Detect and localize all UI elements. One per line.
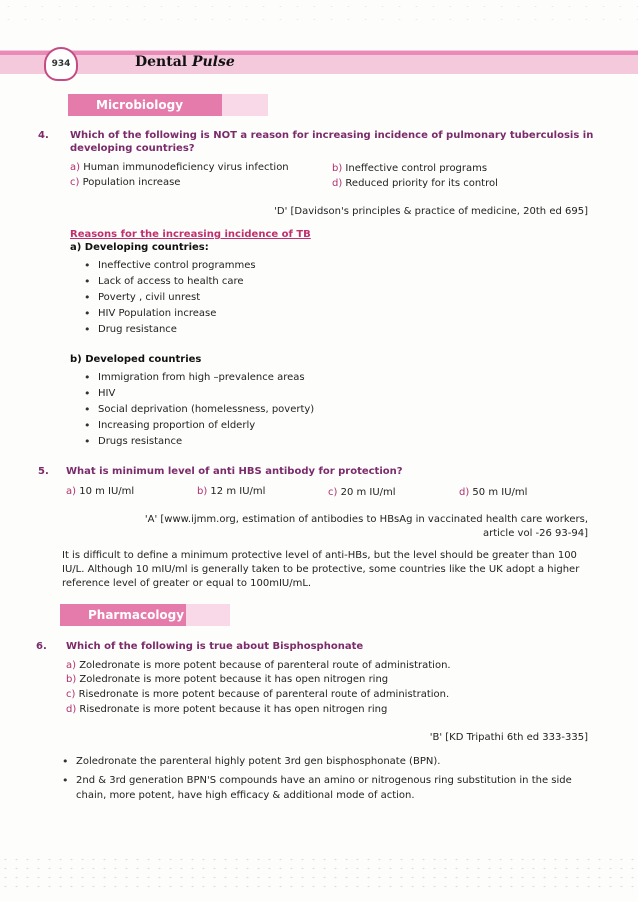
question-number: 4. bbox=[38, 130, 49, 141]
option-b bbox=[66, 674, 388, 685]
answer-reference: 'B' [KD Tripathi 6th ed 333-335] bbox=[429, 732, 588, 743]
option-c bbox=[70, 177, 180, 188]
option-letter: d) bbox=[459, 487, 470, 498]
option-text: Ineffective control programs bbox=[342, 163, 488, 174]
option-letter: b) bbox=[66, 674, 77, 685]
page-number: 934 bbox=[51, 59, 71, 69]
answer-reference: 'D' [Davidson's principles & practice of medicine, 20th ed 695] bbox=[274, 206, 588, 217]
option-letter: c) bbox=[70, 177, 80, 188]
list-item: • Zoledronate the parenteral highly potent 3rd gen bisphosphonate (BPN). bbox=[62, 754, 440, 770]
question-text: What is minimum level of anti HBS antibody for protection? bbox=[66, 466, 403, 477]
option-c bbox=[66, 689, 449, 700]
answer-reference: article vol -26 93-94] bbox=[482, 528, 588, 539]
option-letter: d) bbox=[332, 178, 343, 189]
question-text: developing countries? bbox=[70, 143, 195, 154]
option-text: 12 m IU/ml bbox=[207, 486, 266, 497]
question-text: Which of the following is true about Bisphosphonate bbox=[66, 641, 364, 652]
option-letter: c) bbox=[328, 487, 338, 498]
option-a bbox=[66, 660, 451, 671]
section-header-microbiology: Microbiology bbox=[68, 94, 222, 116]
question-number: 5. bbox=[38, 466, 49, 477]
option-letter: c) bbox=[66, 689, 76, 700]
option-letter: b) bbox=[197, 486, 208, 497]
list-item: • Drugs resistance bbox=[84, 434, 314, 450]
question-number: 6. bbox=[36, 641, 47, 652]
option-b bbox=[197, 486, 265, 497]
list-item: • Social deprivation (homelessness, poverty) bbox=[84, 402, 314, 418]
option-text: 20 m IU/ml bbox=[337, 487, 396, 498]
page-number-badge bbox=[44, 47, 78, 81]
option-letter: a) bbox=[70, 162, 81, 173]
explanation-line: IU/L. Although 10 mIU/ml is generally taken to be protective, some countries like the UK adopt a higher bbox=[62, 564, 580, 575]
option-text: Reduced priority for its control bbox=[342, 178, 498, 189]
list-item: • Lack of access to health care bbox=[84, 274, 256, 290]
list-item: • Immigration from high –prevalence areas bbox=[84, 370, 314, 386]
list-item: • Drug resistance bbox=[84, 322, 256, 338]
explanation-line: reference level of greater or equal to 100mIU/mL. bbox=[62, 578, 312, 589]
option-text: Risedronate is more potent because it has open nitrogen ring bbox=[76, 704, 388, 715]
option-d bbox=[459, 487, 527, 498]
list-item: • Increasing proportion of elderly bbox=[84, 418, 314, 434]
note-continuation: chain, more potent, have high efficacy & additional mode of action. bbox=[76, 790, 415, 801]
reasons-heading: Reasons for the increasing incidence of TB bbox=[70, 229, 311, 240]
developing-list bbox=[84, 258, 256, 338]
option-letter: d) bbox=[66, 704, 77, 715]
list-item: • Poverty , civil unrest bbox=[84, 290, 256, 306]
brand-prefix: Dental bbox=[135, 54, 192, 70]
option-a bbox=[66, 486, 134, 497]
list-item: • Ineffective control programmes bbox=[84, 258, 256, 274]
option-letter: a) bbox=[66, 660, 77, 671]
developed-list bbox=[84, 370, 314, 450]
brand-script: Pulse bbox=[191, 54, 235, 70]
brand-title bbox=[135, 54, 235, 70]
option-letter: a) bbox=[66, 486, 77, 497]
developed-heading: b) Developed countries bbox=[70, 354, 202, 365]
option-text: Risedronate is more potent because of parenteral route of administration. bbox=[75, 689, 450, 700]
option-d bbox=[66, 704, 387, 715]
option-text: Zoledronate is more potent because it has open nitrogen ring bbox=[76, 674, 389, 685]
question-text: Which of the following is NOT a reason for increasing incidence of pulmonary tuberculosis in bbox=[70, 130, 594, 141]
bottom-speckle bbox=[0, 855, 638, 895]
option-c bbox=[328, 487, 396, 498]
header-band-line bbox=[0, 51, 638, 55]
option-text: 50 m IU/ml bbox=[469, 487, 528, 498]
option-text: Human immunodeficiency virus infection bbox=[80, 162, 289, 173]
option-d bbox=[332, 178, 498, 189]
list-item: • HIV Population increase bbox=[84, 306, 256, 322]
section-header-pharmacology: Pharmacology bbox=[60, 604, 186, 626]
explanation-line: It is difficult to define a minimum protective level of anti-HBs, but the level should be greater than 100 bbox=[62, 550, 577, 561]
option-text: Zoledronate is more potent because of parenteral route of administration. bbox=[76, 660, 451, 671]
list-item: • HIV bbox=[84, 386, 314, 402]
notes-list bbox=[62, 773, 572, 789]
option-text: Population increase bbox=[79, 177, 181, 188]
option-b bbox=[332, 163, 487, 174]
top-speckle bbox=[0, 0, 638, 30]
answer-reference: 'A' [www.ijmm.org, estimation of antibodies to HBsAg in vaccinated health care workers, bbox=[144, 514, 588, 525]
option-letter: b) bbox=[332, 163, 343, 174]
notes-list bbox=[62, 754, 440, 770]
developing-heading: a) Developing countries: bbox=[70, 242, 209, 253]
option-text: 10 m IU/ml bbox=[76, 486, 135, 497]
list-item: • 2nd & 3rd generation BPN'S compounds have an amino or nitrogenous ring substitution in the side bbox=[62, 773, 572, 789]
option-a bbox=[70, 162, 289, 173]
